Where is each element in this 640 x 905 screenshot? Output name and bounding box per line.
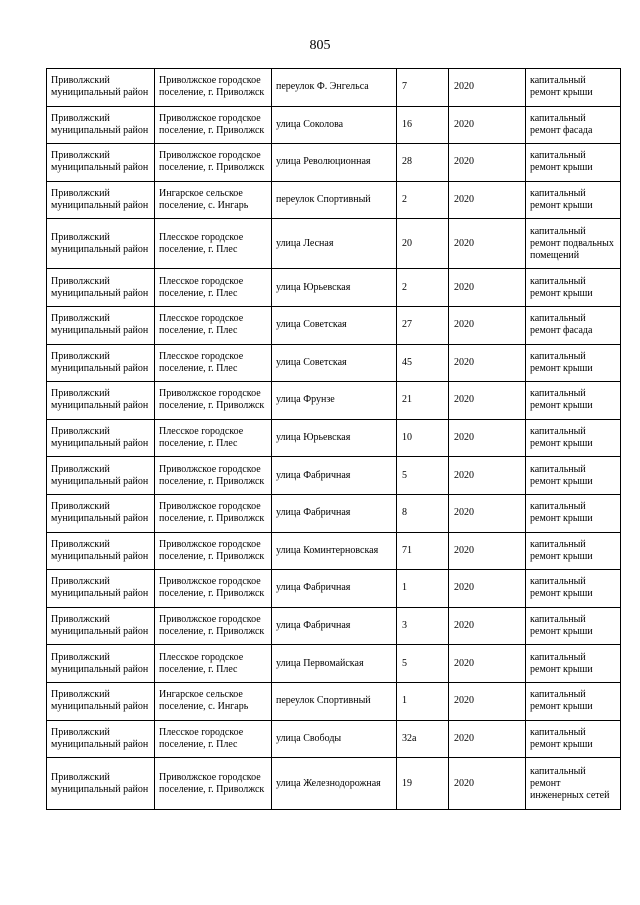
district-cell: Приволжский муниципальный район [47, 144, 155, 182]
year-cell: 2020 [449, 144, 526, 182]
settlement-cell: Ингарское сельское поселение, с. Ингарь [155, 682, 272, 720]
year-cell: 2020 [449, 69, 526, 107]
year-cell: 2020 [449, 181, 526, 219]
work-type-cell: капитальный ремонт крыши [526, 419, 621, 457]
repair-schedule-table [46, 68, 621, 810]
house-number-cell: 19 [397, 758, 449, 810]
settlement-cell: Приволжское городское поселение, г. Приволжск [155, 457, 272, 495]
work-type-cell: капитальный ремонт крыши [526, 181, 621, 219]
work-type-cell: капитальный ремонт крыши [526, 645, 621, 683]
settlement-cell: Приволжское городское поселение, г. Приволжск [155, 532, 272, 570]
work-type-cell: капитальный ремонт крыши [526, 607, 621, 645]
street-cell: улица Фабричная [272, 457, 397, 495]
district-cell: Приволжский муниципальный район [47, 181, 155, 219]
table-row [47, 419, 621, 457]
work-type-cell: капитальный ремонт крыши [526, 457, 621, 495]
settlement-cell: Приволжское городское поселение, г. Приволжск [155, 144, 272, 182]
settlement-cell: Плесское городское поселение, г. Плес [155, 269, 272, 307]
work-type-cell: капитальный ремонт крыши [526, 269, 621, 307]
table-row [47, 457, 621, 495]
year-cell: 2020 [449, 570, 526, 608]
street-cell: улица Фабричная [272, 607, 397, 645]
house-number-cell: 10 [397, 419, 449, 457]
district-cell: Приволжский муниципальный район [47, 419, 155, 457]
table-row [47, 682, 621, 720]
work-type-cell: капитальный ремонт инженерных сетей [526, 758, 621, 810]
work-type-cell: капитальный ремонт крыши [526, 494, 621, 532]
street-cell: улица Коминтерновская [272, 532, 397, 570]
street-cell: улица Революционная [272, 144, 397, 182]
work-type-cell: капитальный ремонт подвальных помещений [526, 219, 621, 269]
house-number-cell: 20 [397, 219, 449, 269]
settlement-cell: Плесское городское поселение, г. Плес [155, 306, 272, 344]
year-cell: 2020 [449, 269, 526, 307]
year-cell: 2020 [449, 758, 526, 810]
table-row [47, 570, 621, 608]
settlement-cell: Приволжское городское поселение, г. Приволжск [155, 570, 272, 608]
year-cell: 2020 [449, 457, 526, 495]
district-cell: Приволжский муниципальный район [47, 570, 155, 608]
street-cell: улица Соколова [272, 106, 397, 144]
street-cell: переулок Спортивный [272, 682, 397, 720]
year-cell: 2020 [449, 682, 526, 720]
house-number-cell: 5 [397, 457, 449, 495]
district-cell: Приволжский муниципальный район [47, 106, 155, 144]
house-number-cell: 5 [397, 645, 449, 683]
district-cell: Приволжский муниципальный район [47, 758, 155, 810]
house-number-cell: 16 [397, 106, 449, 144]
district-cell: Приволжский муниципальный район [47, 607, 155, 645]
work-type-cell: капитальный ремонт фасада [526, 306, 621, 344]
settlement-cell: Приволжское городское поселение, г. Приволжск [155, 494, 272, 532]
district-cell: Приволжский муниципальный район [47, 306, 155, 344]
street-cell: улица Фабричная [272, 570, 397, 608]
house-number-cell: 8 [397, 494, 449, 532]
district-cell: Приволжский муниципальный район [47, 645, 155, 683]
district-cell: Приволжский муниципальный район [47, 682, 155, 720]
table-row [47, 69, 621, 107]
year-cell: 2020 [449, 532, 526, 570]
year-cell: 2020 [449, 344, 526, 382]
district-cell: Приволжский муниципальный район [47, 494, 155, 532]
year-cell: 2020 [449, 720, 526, 758]
house-number-cell: 32а [397, 720, 449, 758]
street-cell: улица Фабричная [272, 494, 397, 532]
street-cell: улица Фрунзе [272, 382, 397, 420]
table-row [47, 181, 621, 219]
house-number-cell: 7 [397, 69, 449, 107]
year-cell: 2020 [449, 607, 526, 645]
district-cell: Приволжский муниципальный район [47, 720, 155, 758]
house-number-cell: 28 [397, 144, 449, 182]
year-cell: 2020 [449, 494, 526, 532]
table-row [47, 344, 621, 382]
work-type-cell: капитальный ремонт крыши [526, 344, 621, 382]
house-number-cell: 2 [397, 269, 449, 307]
table-row [47, 306, 621, 344]
page-number: 805 [309, 38, 331, 53]
district-cell: Приволжский муниципальный район [47, 69, 155, 107]
settlement-cell: Приволжское городское поселение, г. Приволжск [155, 607, 272, 645]
year-cell: 2020 [449, 106, 526, 144]
district-cell: Приволжский муниципальный район [47, 219, 155, 269]
work-type-cell: капитальный ремонт крыши [526, 720, 621, 758]
work-type-cell: капитальный ремонт крыши [526, 682, 621, 720]
table-row [47, 720, 621, 758]
table-row [47, 645, 621, 683]
table-row [47, 607, 621, 645]
settlement-cell: Приволжское городское поселение, г. Приволжск [155, 758, 272, 810]
work-type-cell: капитальный ремонт крыши [526, 570, 621, 608]
table-row [47, 494, 621, 532]
house-number-cell: 45 [397, 344, 449, 382]
table-row [47, 269, 621, 307]
street-cell: улица Железнодорожная [272, 758, 397, 810]
table-row [47, 382, 621, 420]
house-number-cell: 71 [397, 532, 449, 570]
work-type-cell: капитальный ремонт крыши [526, 532, 621, 570]
work-type-cell: капитальный ремонт крыши [526, 69, 621, 107]
table-row [47, 758, 621, 810]
settlement-cell: Плесское городское поселение, г. Плес [155, 344, 272, 382]
year-cell: 2020 [449, 219, 526, 269]
house-number-cell: 1 [397, 682, 449, 720]
district-cell: Приволжский муниципальный район [47, 344, 155, 382]
district-cell: Приволжский муниципальный район [47, 269, 155, 307]
settlement-cell: Приволжское городское поселение, г. Приволжск [155, 69, 272, 107]
settlement-cell: Плесское городское поселение, г. Плес [155, 219, 272, 269]
year-cell: 2020 [449, 306, 526, 344]
work-type-cell: капитальный ремонт фасада [526, 106, 621, 144]
year-cell: 2020 [449, 419, 526, 457]
settlement-cell: Плесское городское поселение, г. Плес [155, 645, 272, 683]
street-cell: улица Лесная [272, 219, 397, 269]
street-cell: переулок Спортивный [272, 181, 397, 219]
settlement-cell: Приволжское городское поселение, г. Приволжск [155, 382, 272, 420]
work-type-cell: капитальный ремонт крыши [526, 382, 621, 420]
street-cell: переулок Ф. Энгельса [272, 69, 397, 107]
table-row [47, 106, 621, 144]
year-cell: 2020 [449, 645, 526, 683]
street-cell: улица Первомайская [272, 645, 397, 683]
street-cell: улица Советская [272, 344, 397, 382]
street-cell: улица Свободы [272, 720, 397, 758]
table-row [47, 144, 621, 182]
house-number-cell: 3 [397, 607, 449, 645]
district-cell: Приволжский муниципальный район [47, 382, 155, 420]
street-cell: улица Юрьевская [272, 419, 397, 457]
house-number-cell: 1 [397, 570, 449, 608]
street-cell: улица Юрьевская [272, 269, 397, 307]
year-cell: 2020 [449, 382, 526, 420]
house-number-cell: 27 [397, 306, 449, 344]
house-number-cell: 21 [397, 382, 449, 420]
district-cell: Приволжский муниципальный район [47, 532, 155, 570]
table-row [47, 532, 621, 570]
district-cell: Приволжский муниципальный район [47, 457, 155, 495]
settlement-cell: Плесское городское поселение, г. Плес [155, 720, 272, 758]
house-number-cell: 2 [397, 181, 449, 219]
street-cell: улица Советская [272, 306, 397, 344]
table-row [47, 219, 621, 269]
work-type-cell: капитальный ремонт крыши [526, 144, 621, 182]
table-body [47, 69, 621, 810]
settlement-cell: Приволжское городское поселение, г. Приволжск [155, 106, 272, 144]
settlement-cell: Ингарское сельское поселение, с. Ингарь [155, 181, 272, 219]
settlement-cell: Плесское городское поселение, г. Плес [155, 419, 272, 457]
